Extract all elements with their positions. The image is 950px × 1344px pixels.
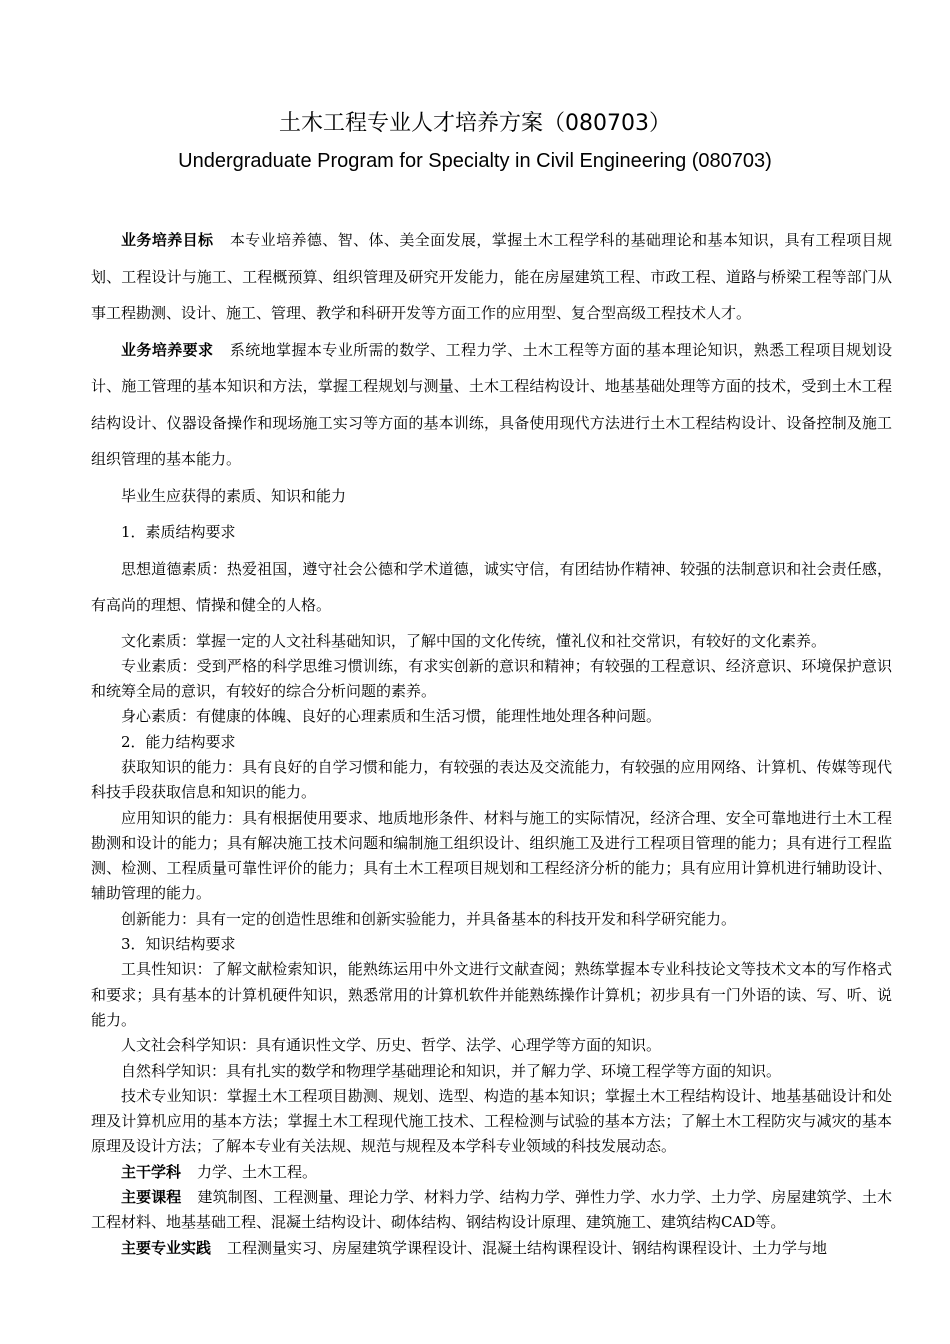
quality-culture: 文化素质：掌握一定的人文社科基础知识，了解中国的文化传统，懂礼仪和社交常识，有较好的文化素养。 (121, 631, 827, 650)
training-goal-text: 本专业培养德、智、体、美全面发展，掌握土木工程学科的基础理论和基本知识，具有工程项目规划、工程设计与施工、工程概预算、组织管理及研究开发能力，能在房屋建筑工程、市政工程、道路与桥梁工程等部门从事工程勘测、设计、施工、管理、教学和科研开发等方面工作的应用型、复合型高级工程技术人才。 (91, 231, 892, 322)
training-goal-paragraph (91, 222, 892, 332)
quality-moral: 思想道德素质：热爱祖国，遵守社会公德和学术道德，诚实守信，有团结协作精神、较强的法制意识和社会责任感，有高尚的理想、情操和健全的人格。 (91, 559, 892, 614)
main-courses-text: 建筑制图、工程测量、理论力学、材料力学、结构力学、弹性力学、水力学、土力学、房屋建筑学、土木工程材料、地基基础工程、混凝土结构设计、砌体结构、钢结构设计原理、建筑施工、建筑结构CAD等。 (91, 1188, 892, 1232)
quality-professional: 专业素质：受到严格的科学思维习惯训练，有求实创新的意识和精神；有较强的工程意识、经济意识、环境保护意识和统筹全局的意识，有较好的综合分析问题的素养。 (91, 656, 892, 701)
main-discipline-label: 主干学科 (121, 1162, 182, 1181)
knowledge-heading: 3．知识结构要求 (121, 935, 236, 954)
document-body (91, 222, 892, 1261)
document-title-chinese: 土木工程专业人才培养方案（080703） (279, 111, 671, 136)
training-goal-label: 业务培养目标 (121, 231, 214, 249)
ability-heading: 2．能力结构要求 (121, 732, 236, 751)
knowledge-tools: 工具性知识：了解文献检索知识，能熟练运用中外文进行文献查阅；熟练掌握本专业科技论文等技术文本的写作格式和要求；具有基本的计算机硬件知识，熟悉常用的计算机软件并能熟练操作计算机；初步具有一门外语的读、写、听、说能力。 (91, 960, 892, 1029)
training-requirement-label: 业务培养要求 (121, 340, 214, 359)
knowledge-humanities: 人文社会科学知识：具有通识性文学、历史、哲学、法学、心理学等方面的知识。 (121, 1036, 662, 1055)
quality-heading: 1．素质结构要求 (121, 523, 236, 541)
main-discipline-text: 力学、土木工程。 (197, 1162, 318, 1181)
training-requirement-paragraph (91, 332, 892, 478)
training-requirement-text: 系统地掌握本专业所需的数学、工程力学、土木工程等方面的基本理论知识，熟悉工程项目规划设计、施工管理的基本知识和方法，掌握工程规划与测量、土木工程结构设计、地基基础处理等方面的技术，受到土木工程结构设计、仪器设备操作和现场施工实习等方面的基本训练，具备使用现代方法进行土木工程结构设计、设备控制及施工组织管理的基本能力。 (91, 340, 892, 468)
main-courses-label: 主要课程 (121, 1188, 182, 1207)
document-title-english: Undergraduate Program for Specialty in Civil Engineering (080703) (178, 150, 772, 172)
knowledge-technical: 技术专业知识：掌握土木工程项目勘测、规划、选型、构造的基本知识；掌握土木工程结构设计、地基基础设计和处理及计算机应用的基本方法；掌握土木工程现代施工技术、工程检测与试验的基本方法；了解土木工程防灾与减灾的基本原理及设计方法；了解本专业有关法规、规范与规程及本学科专业领域的科技发展动态。 (91, 1086, 892, 1156)
quality-physical: 身心素质：有健康的体魄、良好的心理素质和生活习惯，能理性地处理各种问题。 (121, 707, 662, 726)
ability-apply: 应用知识的能力：具有根据使用要求、地质地形条件、材料与施工的实际情况，经济合理、安全可靠地进行土木工程勘测和设计的能力；具有解决施工技术问题和编制施工组织设计、组织施工及进行工程项目管理的能力；具有进行工程监测、检测、工程质量可靠性评价的能力；具有土木工程项目规划和工程经济分析的能力；具有应用计算机进行辅助设计、辅助管理的能力。 (91, 808, 892, 903)
ability-innovate: 创新能力：具有一定的创造性思维和创新实验能力，并具备基本的科技开发和科学研究能力。 (121, 909, 737, 928)
ability-acquire: 获取知识的能力：具有良好的自学习惯和能力，有较强的表达及交流能力，有较强的应用网络、计算机、传媒等现代科技手段获取信息和知识的能力。 (91, 757, 892, 802)
main-practice-paragraph (91, 1236, 892, 1261)
main-discipline-paragraph (91, 1160, 892, 1185)
main-practice-text: 工程测量实习、房屋建筑学课程设计、混凝土结构课程设计、钢结构课程设计、土力学与地 (227, 1238, 828, 1257)
graduate-intro: 毕业生应获得的素质、知识和能力 (121, 486, 347, 505)
main-courses-paragraph (91, 1185, 892, 1236)
main-practice-label: 主要专业实践 (121, 1238, 212, 1257)
knowledge-science: 自然科学知识：具有扎实的数学和物理学基础理论和知识，并了解力学、环境工程学等方面的知识。 (121, 1061, 782, 1080)
